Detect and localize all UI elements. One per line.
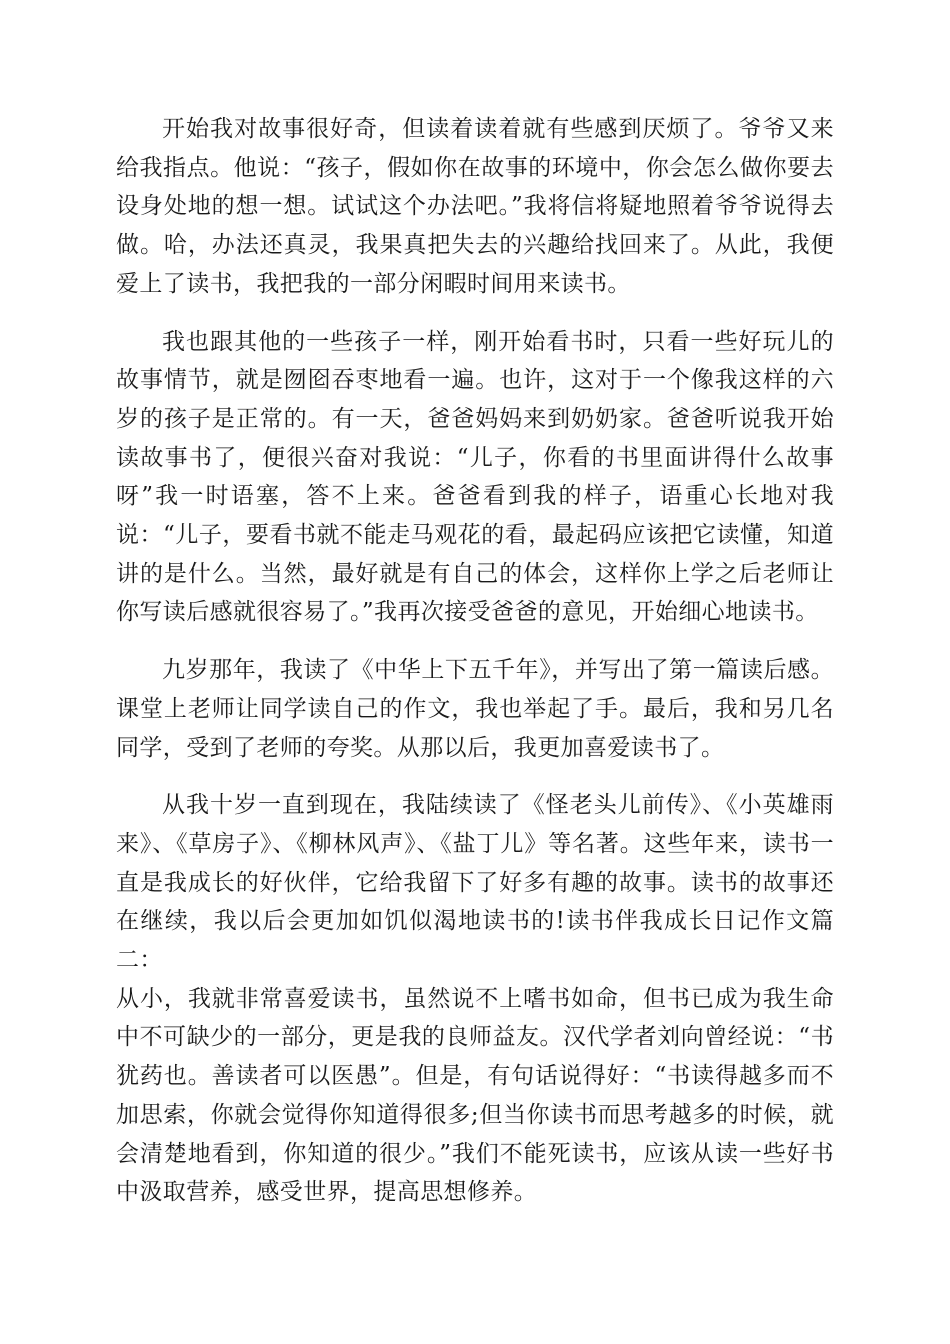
paragraph-father-advice: 我也跟其他的一些孩子一样，刚开始看书时，只看一些好玩儿的故事情节，就是囫囵吞枣地看一遍。也许，这对于一个像我这样的六岁的孩子是正常的。有一天，爸爸妈妈来到奶奶家。爸爸听说我开始读故事书了，便很兴奋对我说：“儿子，你看的书里面讲得什么故事呀”我一时语塞，答不上来。爸爸看到我的样子，语重心长地对我说：“儿子，要看书就不能走马观花的看，最起码应该把它读懂，知道讲的是什么。当然，最好就是有自己的体会，这样你上学之后老师让你写读后感就很容易了。”我再次接受爸爸的意见，开始细心地读书。: [116, 328, 834, 626]
paragraph-first-review: 九岁那年，我读了《中华上下五千年》，并写出了第一篇读后感。课堂上老师让同学读自己的作文，我也举起了手。最后，我和另几名同学，受到了老师的夸奖。从那以后，我更加喜爱读书了。: [116, 657, 834, 761]
document-body: [116, 110, 834, 1231]
paragraph-grandpa-advice: 开始我对故事很好奇，但读着读着就有些感到厌烦了。爷爷又来给我指点。他说：“孩子，假如你在故事的环境中，你会怎么做你要去设身处地的想一想。试试这个办法吧。”我将信将疑地照着爷爷说得去做。哈，办法还真灵，我果真把失去的兴趣给找回来了。从此，我便爱上了读书，我把我的一部分闲暇时间用来读书。: [116, 116, 834, 297]
paragraph-classics: 从我十岁一直到现在，我陆续读了《怪老头儿前传》、《小英雄雨来》、《草房子》、《柳林风声》、《盐丁儿》等名著。这些年来，读书一直是我成长的好伙伴，它给我留下了好多有趣的故事。读书的故事还在继续，我以后会更加如饥似渴地读书的!读书伴我成长日记作文篇二：: [116, 792, 834, 974]
paragraph-essay-two: 从小，我就非常喜爱读书，虽然说不上嗜书如命，但书已成为我生命中不可缺少的一部分，更是我的良师益友。汉代学者刘向曾经说：“书犹药也。善读者可以医愚”。但是，有句话说得好：“书读得越多而不加思索，你就会觉得你知道得很多;但当你读书而思考越多的时候，就会清楚地看到，你知道的很少。”我们不能死读书，应该从读一些好书中汲取营养，感受世界，提高思想修养。: [116, 985, 834, 1206]
